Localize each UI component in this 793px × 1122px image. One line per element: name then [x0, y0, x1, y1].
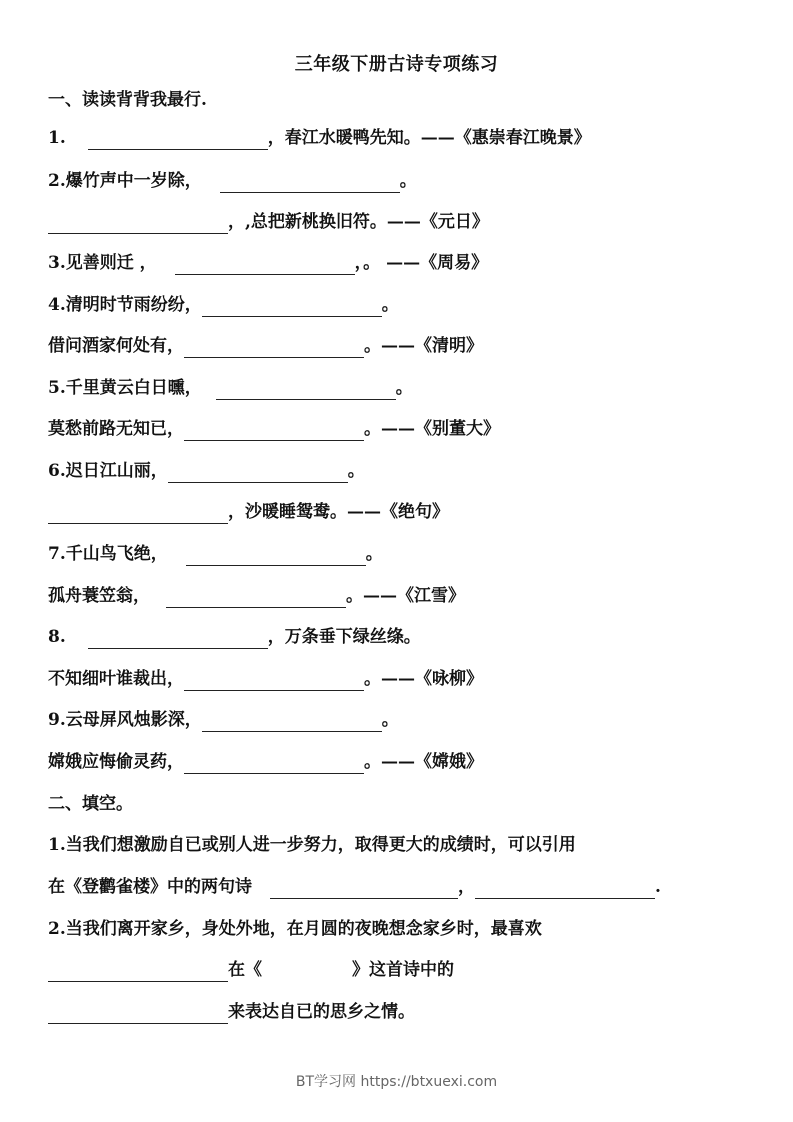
footer-watermark: BT学习网 https://btxuexi.com [295, 1074, 498, 1090]
verse-text: 。——《清明》 [364, 336, 483, 356]
verse-text: ，。 ——《周易》 [354, 253, 489, 273]
answer-blank[interactable] [184, 753, 364, 774]
item-4-line-2 [48, 334, 483, 358]
item-number: 8. [48, 627, 66, 647]
item-6-line-2 [48, 500, 449, 524]
answer-blank[interactable] [168, 462, 348, 483]
question-text: 在《 [228, 960, 262, 980]
item-number: 9. [48, 710, 66, 730]
answer-blank[interactable] [48, 961, 228, 982]
verse-text: 莫愁前路无知已， [48, 419, 184, 439]
item-number: 1. [48, 128, 66, 148]
verse-text: 。——《江雪》 [346, 586, 465, 606]
answer-blank[interactable] [270, 878, 458, 899]
item-number: 6. [48, 461, 66, 481]
verse-text: 嫦娥应悔偷灵药， [48, 752, 184, 772]
verse-text: 千里黄云白日曛， [65, 378, 202, 398]
item-9 [48, 708, 399, 732]
answer-blank[interactable] [202, 711, 382, 732]
answer-blank[interactable] [48, 503, 228, 524]
verse-text: 千山鸟飞绝， [65, 544, 168, 564]
answer-blank[interactable] [475, 878, 655, 899]
answer-blank[interactable] [216, 379, 396, 400]
verse-text: 见善则迁 ， [65, 253, 157, 273]
section-2-heading: 二、填空。 [48, 794, 133, 814]
answer-blank[interactable] [184, 420, 364, 441]
answer-blank[interactable] [88, 628, 268, 649]
answer-blank[interactable] [175, 254, 355, 275]
verse-text: 迟日江山丽， [65, 461, 168, 481]
question-text: 》这首诗中的 [352, 960, 454, 980]
item-1 [48, 126, 591, 150]
verse-text: ，春江水暖鸭先知。——《惠崇春江晚景》 [267, 128, 591, 148]
verse-text: 。 [365, 544, 383, 564]
question-2-line-1: 2.当我们离开家乡，身处外地，在月圆的夜晚想念家乡时，最喜欢 [48, 919, 542, 939]
question-text: 来表达自已的思乡之情。 [228, 1002, 415, 1022]
item-6 [48, 459, 365, 483]
answer-blank[interactable] [88, 129, 268, 150]
separator: ， [458, 877, 475, 897]
period: . [655, 877, 661, 897]
item-number: 7. [48, 544, 66, 564]
answer-blank[interactable] [48, 213, 228, 234]
answer-blank[interactable] [184, 670, 364, 691]
question-2-line-2 [48, 958, 454, 982]
item-7 [48, 542, 383, 566]
item-4 [48, 293, 399, 317]
verse-text: ，沙暖睡鸳鸯。——《绝句》 [228, 502, 449, 522]
answer-blank[interactable] [184, 337, 364, 358]
verse-text: 。——《嫦娥》 [364, 752, 483, 772]
question-2-line-3 [48, 1000, 415, 1024]
item-5-line-2 [48, 417, 500, 441]
page-title: 三年级下册古诗专项练习 [294, 54, 499, 75]
item-5 [48, 376, 413, 400]
item-2 [48, 169, 417, 193]
verse-text: 。 [347, 461, 365, 481]
poem-title-blank[interactable] [262, 962, 352, 982]
verse-text: ，,总把新桃换旧符。——《元日》 [228, 212, 489, 232]
verse-text: 云母屏风烛影深， [65, 710, 202, 730]
item-number: 5. [48, 378, 66, 398]
item-number: 2. [48, 171, 66, 191]
item-3 [48, 251, 488, 275]
item-2-line-2 [48, 210, 489, 234]
answer-blank[interactable] [202, 296, 382, 317]
verse-text: ，万条垂下绿丝绦。 [267, 627, 421, 647]
answer-blank[interactable] [166, 587, 346, 608]
question-text: 在《登鹳雀楼》中的两句诗 [48, 877, 252, 897]
verse-text: 清明时节雨纷纷， [65, 295, 202, 315]
item-8-line-2 [48, 667, 483, 691]
answer-blank[interactable] [186, 545, 366, 566]
item-9-line-2 [48, 750, 483, 774]
verse-text: 。——《咏柳》 [364, 669, 483, 689]
item-number: 4. [48, 295, 66, 315]
verse-text: 。 [399, 171, 417, 191]
verse-text: 。 [381, 710, 399, 730]
verse-text: 爆竹声中一岁除， [65, 171, 202, 191]
item-8 [48, 625, 421, 649]
verse-text: 不知细叶谁裁出， [48, 669, 184, 689]
section-1-heading: 一、读读背背我最行. [48, 90, 207, 110]
verse-text: 借问酒家何处有， [48, 336, 184, 356]
answer-blank[interactable] [48, 1003, 228, 1024]
verse-text: 孤舟蓑笠翁， [48, 586, 150, 606]
verse-text: 。 [381, 295, 399, 315]
verse-text: 。——《别董大》 [364, 419, 500, 439]
item-7-line-2 [48, 584, 465, 608]
item-number: 3. [48, 253, 66, 273]
question-1-line-1: 1.当我们想激励自已或别人进一步努力，取得更大的成绩时，可以引用 [48, 835, 576, 855]
question-1-line-2 [48, 875, 661, 899]
verse-text: 。 [395, 378, 413, 398]
answer-blank[interactable] [220, 172, 400, 193]
